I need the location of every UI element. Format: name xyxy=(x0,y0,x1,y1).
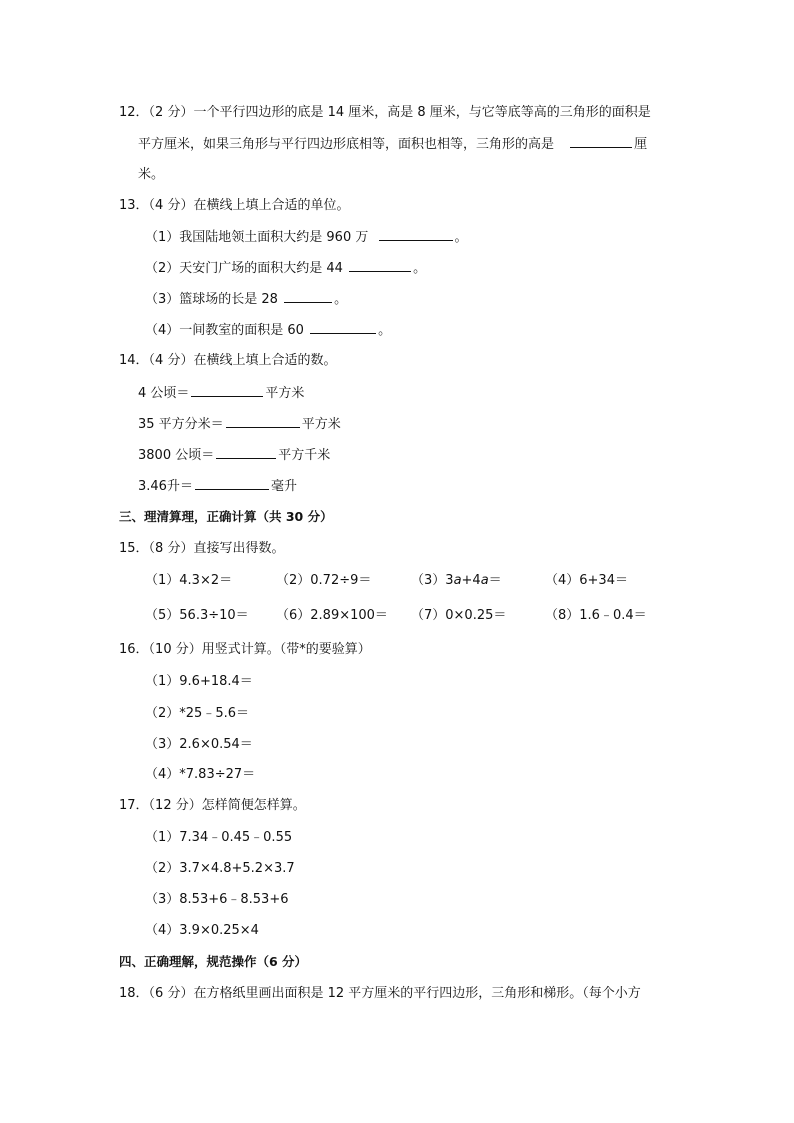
q15-item-3-coef2: +4 xyxy=(461,573,481,588)
q15-item-3-var1: a xyxy=(453,573,462,588)
q13-item-4-end: 。 xyxy=(378,323,392,338)
q15-item-3-label: （3） xyxy=(411,573,446,588)
q15-item-3-coef1: 3 xyxy=(445,573,454,588)
q14-item-1-blank[interactable] xyxy=(191,384,263,397)
q16-item-3: （3）2.6×0.54＝ xyxy=(145,737,253,752)
q14-item-3-blank[interactable] xyxy=(216,446,276,459)
q14-item-1 xyxy=(138,384,304,403)
q12-answer-blank[interactable] xyxy=(570,135,632,148)
q13-title: 13．（4 分）在横线上填上合适的单位。 xyxy=(119,198,350,213)
q13-item-1-text: （1）我国陆地领土面积大约是 960 万 xyxy=(145,230,369,245)
q13-item-3-text: （3）篮球场的长是 28 xyxy=(145,292,278,307)
q15-item-2: （2）0.72÷9＝ xyxy=(276,573,372,588)
q16-title: 16．（10 分）用竖式计算。（带*的要验算） xyxy=(119,642,371,657)
q16-item-4: （4）*7.83÷27＝ xyxy=(145,767,256,782)
q13-item-4-text: （4）一间教室的面积是 60 xyxy=(145,323,304,338)
q15-item-3-equals: ＝ xyxy=(488,573,502,588)
q13-item-2-text: （2）天安门广场的面积大约是 44 xyxy=(145,261,343,276)
q14-item-3-unit: 平方千米 xyxy=(278,448,331,463)
q14-item-4 xyxy=(138,477,297,496)
q14-item-2 xyxy=(138,415,341,434)
q15-title: 15．（8 分）直接写出得数。 xyxy=(119,541,285,556)
q17-item-1: （1）7.34﹣0.45﹣0.55 xyxy=(145,830,293,845)
q12-line3: 米。 xyxy=(138,167,165,182)
q13-item-2-blank[interactable] xyxy=(349,259,411,272)
q15-item-5: （5）56.3÷10＝ xyxy=(145,608,249,623)
q13-item-2 xyxy=(145,259,426,278)
q12-line2-text: 平方厘米，如果三角形与平行四边形底相等，面积也相等，三角形的高是 xyxy=(138,137,555,152)
q14-item-3-text: 3800 公顷＝ xyxy=(138,448,215,463)
q13-item-4-blank[interactable] xyxy=(310,321,376,334)
q14-item-4-blank[interactable] xyxy=(195,477,269,490)
q13-item-3-end: 。 xyxy=(334,292,348,307)
q13-item-1 xyxy=(145,228,468,247)
q14-item-2-text: 35 平方分米＝ xyxy=(138,417,224,432)
q12-line2 xyxy=(138,135,647,154)
q12-line1: 12．（2 分）一个平行四边形的底是 14 厘米，高是 8 厘米，与它等底等高的三角形的面积是 xyxy=(119,105,651,120)
q12-line2-unit: 厘 xyxy=(634,137,648,152)
q15-item-7: （7）0×0.25＝ xyxy=(411,608,507,623)
q17-item-3: （3）8.53+6﹣8.53+6 xyxy=(145,892,289,907)
q14-item-4-text: 3.46升＝ xyxy=(138,479,193,494)
q15-item-6: （6）2.89×100＝ xyxy=(276,608,388,623)
q14-item-4-unit: 毫升 xyxy=(270,479,297,494)
q15-item-8: （8）1.6﹣0.4＝ xyxy=(545,608,647,623)
q16-item-1: （1）9.6+18.4＝ xyxy=(145,674,253,689)
q17-title: 17．（12 分）怎样简便怎样算。 xyxy=(119,798,306,813)
q13-item-1-end: 。 xyxy=(454,230,468,245)
q15-item-4: （4）6+34＝ xyxy=(545,573,628,588)
q14-item-1-unit: 平方米 xyxy=(265,386,305,401)
q14-item-2-blank[interactable] xyxy=(226,415,300,428)
q13-item-3-blank[interactable] xyxy=(284,290,332,303)
section-4-heading: 四、正确理解，规范操作（6 分） xyxy=(119,954,308,969)
q16-item-2: （2）*25﹣5.6＝ xyxy=(145,706,249,721)
q15-item-3 xyxy=(411,572,502,590)
q13-item-2-end: 。 xyxy=(413,261,427,276)
q14-item-2-unit: 平方米 xyxy=(301,417,341,432)
q13-item-3 xyxy=(145,290,347,309)
q17-item-2: （2）3.7×4.8+5.2×3.7 xyxy=(145,861,295,876)
q15-item-3-var2: a xyxy=(480,573,489,588)
q17-item-4: （4）3.9×0.25×4 xyxy=(145,923,259,938)
q13-item-4 xyxy=(145,321,391,340)
q14-item-1-text: 4 公顷＝ xyxy=(138,386,190,401)
q15-item-1: （1）4.3×2＝ xyxy=(145,573,233,588)
q14-item-3 xyxy=(138,446,330,465)
q14-title: 14．（4 分）在横线上填上合适的数。 xyxy=(119,353,337,368)
section-3-heading: 三、理清算理，正确计算（共 30 分） xyxy=(119,509,333,524)
q18-text: 18．（6 分）在方格纸里画出面积是 12 平方厘米的平行四边形，三角形和梯形。（每个小方 xyxy=(119,986,641,1001)
q13-item-1-blank[interactable] xyxy=(379,228,453,241)
